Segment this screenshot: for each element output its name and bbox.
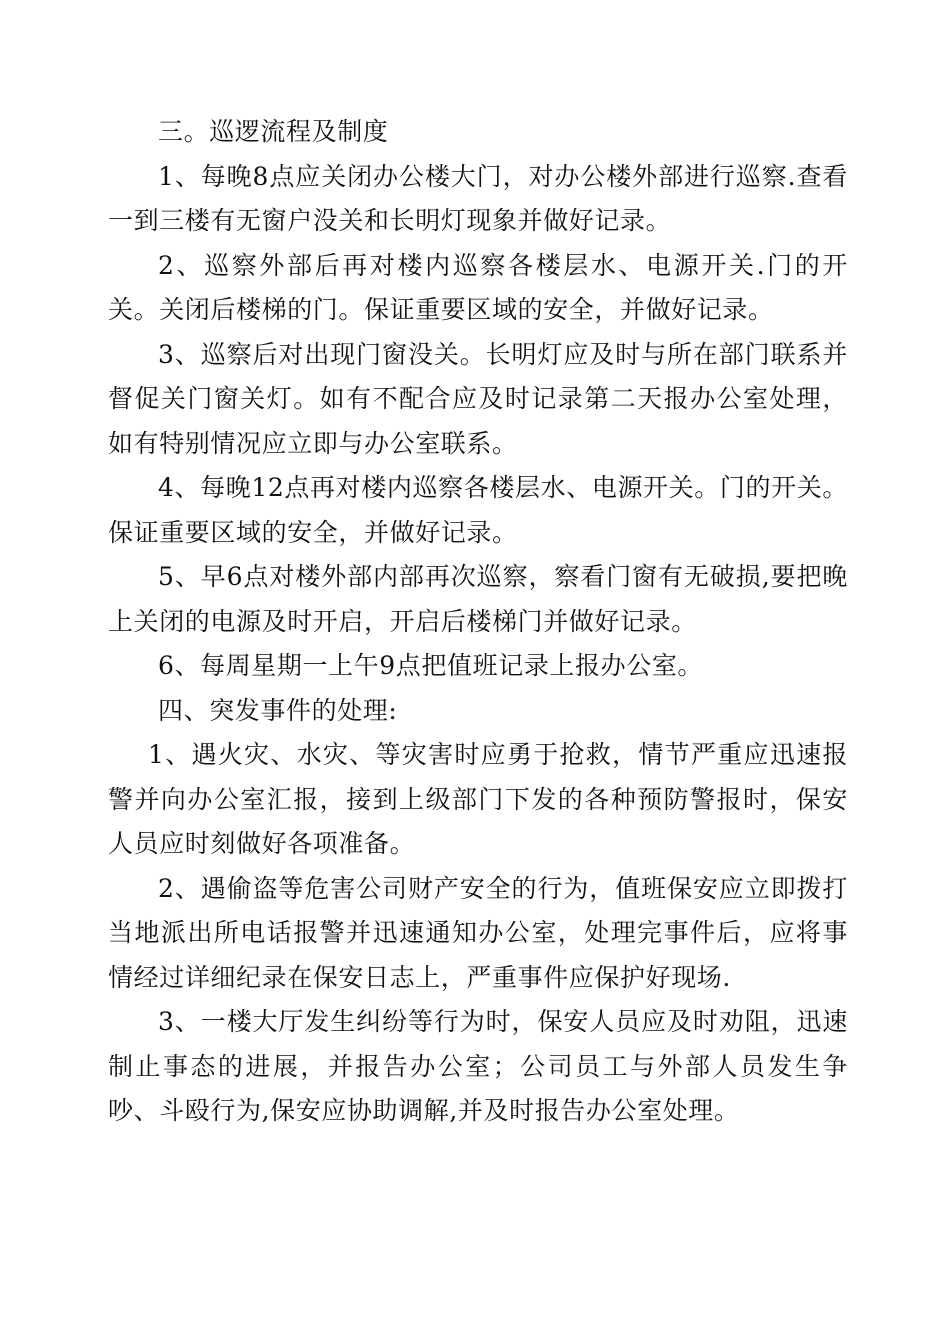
paragraph-patrol-3: 3、巡察后对出现门窗没关。长明灯应及时与所在部门联系并督促关门窗关灯。如有不配合应及时记录第二天报办公室处理，如有特别情况应立即与办公室联系。 <box>108 339 848 458</box>
paragraph-emergency-1: 1、遇火灾、水灾、等灾害时应勇于抢救，情节严重应迅速报警并向办公室汇报，接到上级部门下发的各种预防警报时，保安人员应时刻做好各项准备。 <box>108 740 848 858</box>
section-heading-emergency: 四、突发事件的处理: <box>158 695 398 725</box>
paragraph-patrol-1: 1、每晚8点应关闭办公楼大门，对办公楼外部进行巡察.查看一到三楼有无窗户没关和长明灯现象并做好记录。 <box>108 161 848 235</box>
document-body <box>108 110 848 1134</box>
paragraph-emergency-3: 3、一楼大厅发生纠纷等行为时，保安人员应及时劝阻，迅速制止事态的进展，并报告办公室；公司员工与外部人员发生争吵、斗殴行为,保安应协助调解,并及时报告办公室处理。 <box>108 1007 848 1125</box>
paragraph-patrol-4: 4、每晚12点再对楼内巡察各楼层水、电源开关。门的开关。保证重要区域的安全，并做好记录。 <box>108 473 848 547</box>
paragraph-patrol-2: 2、巡察外部后再对楼内巡察各楼层水、电源开关.门的开关。关闭后楼梯的门。保证重要区域的安全，并做好记录。 <box>108 250 848 324</box>
paragraph-patrol-6: 6、每周星期一上午9点把值班记录上报办公室。 <box>158 651 704 680</box>
paragraph-emergency-2: 2、遇偷盗等危害公司财产安全的行为，值班保安应立即拨打当地派出所电话报警并迅速通知办公室，处理完事件后，应将事情经过详细纪录在保安日志上，严重事件应保护好现场. <box>108 873 848 992</box>
paragraph-patrol-5: 5、早6点对楼外部内部再次巡察，察看门窗有无破损,要把晚上关闭的电源及时开启，开启后楼梯门并做好记录。 <box>108 562 848 636</box>
section-heading-patrol: 三。巡逻流程及制度 <box>158 117 389 146</box>
